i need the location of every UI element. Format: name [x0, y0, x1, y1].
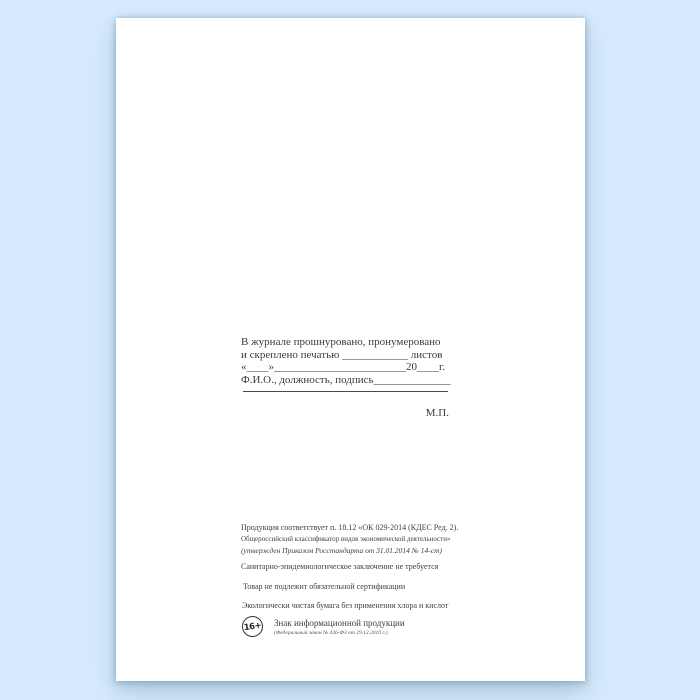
product-classification-line-3: (утвержден Приказом Росстандарта от 31.01.2014 № 14-ст) [241, 545, 442, 555]
info-product-sign-row [241, 616, 481, 637]
info-product-sign [274, 616, 405, 637]
certification-statement: Товар не подлежит обязательной сертификации [243, 582, 406, 591]
signature-rule [243, 391, 448, 392]
eco-paper-statement: Экологически чистая бумага без применения хлора и кислот [242, 601, 449, 610]
age-rating-16plus-icon: 16+ [241, 615, 265, 639]
info-product-sign-title: Знак информационной продукции [274, 618, 405, 628]
stitch-line-1: В журнале прошнуровано, пронумеровано [241, 336, 441, 348]
stitch-line-4-name-position-signature: Ф.И.О., должность, подпись______________ [241, 373, 451, 386]
stitch-line-3-date-blank: «____»________________________20____г. [241, 361, 446, 373]
info-product-sign-law-reference: (Федеральный закон № 436-ФЗ от 29.12.2010 г.) [274, 630, 388, 636]
sanitary-statement: Санитарно-эпидемиологическое заключение не требуется [241, 562, 439, 571]
product-classification-line-2: Общероссийский классификатор видов экономической деятельности» [241, 535, 451, 543]
stamp-place-label: М.П. [425, 407, 449, 419]
stitching-record-block [241, 336, 449, 420]
journal-back-page [116, 18, 585, 681]
certification-block [241, 523, 481, 637]
product-classification-line-1: Продукция соответствует п. 18.12 «ОК 029-2014 (КДЕС Ред. 2). [241, 523, 459, 532]
stitch-line-2: и скреплено печатью ____________ листов [241, 348, 443, 361]
